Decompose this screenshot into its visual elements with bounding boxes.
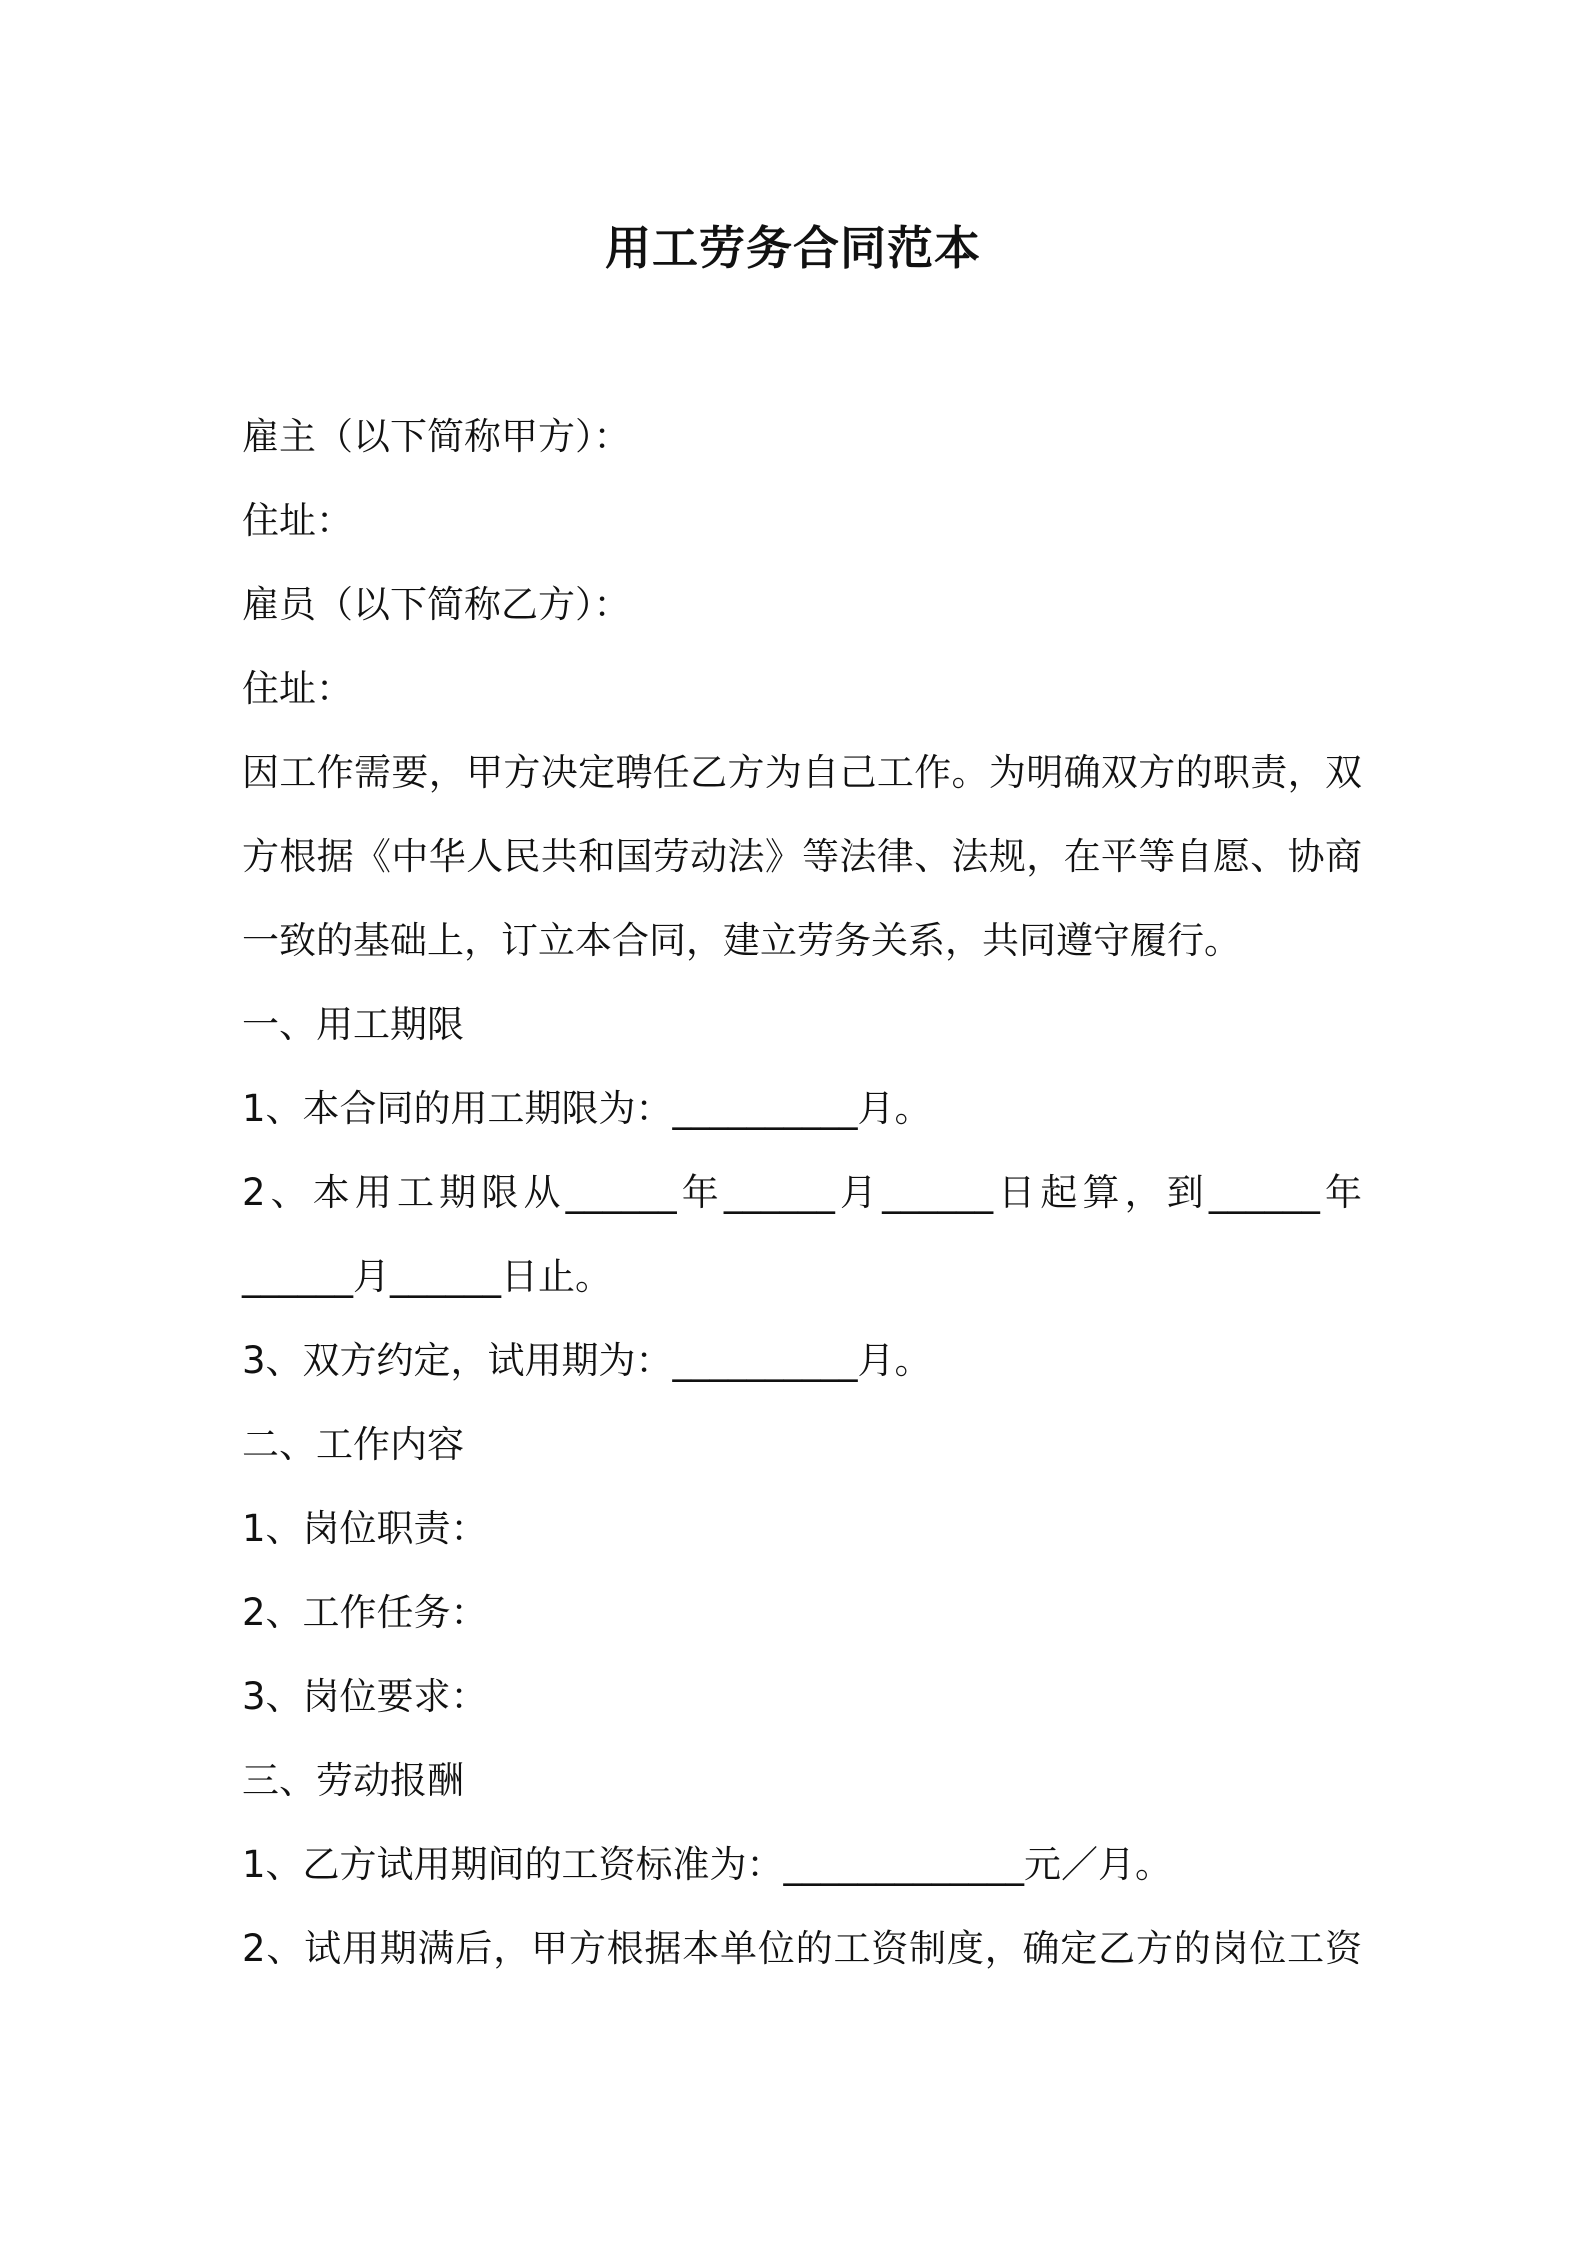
term-clause-2: 2、本用工期限从______年______月______日起算，到______年 xyxy=(242,1171,1362,1214)
document-title: 用工劳务合同范本 xyxy=(605,221,981,275)
preamble-line-3: 一致的基础上，订立本合同，建立劳务关系，共同遵守履行。 xyxy=(242,919,1241,962)
work-clause-2: 2、工作任务： xyxy=(242,1591,488,1634)
term-clause-3: 3、双方约定，试用期为：__________月。 xyxy=(242,1339,932,1382)
term-clause-2-cont: ______月______日止。 xyxy=(242,1255,612,1298)
employer-address-line: 住址： xyxy=(242,499,353,542)
employer-line: 雇主（以下简称甲方）： xyxy=(242,415,631,458)
work-clause-1: 1、岗位职责： xyxy=(242,1507,488,1550)
preamble-line-1: 因工作需要，甲方决定聘任乙方为自己工作。为明确双方的职责，双 xyxy=(242,751,1362,794)
employee-address-line: 住址： xyxy=(242,667,353,710)
term-clause-1: 1、本合同的用工期限为：__________月。 xyxy=(242,1087,932,1130)
pay-clause-2: 2、试用期满后，甲方根据本单位的工资制度，确定乙方的岗位工资 xyxy=(242,1927,1362,1970)
work-clause-3: 3、岗位要求： xyxy=(242,1675,488,1718)
section-heading-term: 一、用工期限 xyxy=(242,1003,464,1046)
preamble-line-2: 方根据《中华人民共和国劳动法》等法律、法规，在平等自愿、协商 xyxy=(242,835,1362,878)
section-heading-work: 二、工作内容 xyxy=(242,1423,464,1466)
employee-line: 雇员（以下简称乙方）： xyxy=(242,583,631,626)
section-heading-pay: 三、劳动报酬 xyxy=(242,1759,464,1802)
pay-clause-1: 1、乙方试用期间的工资标准为：_____________元／月。 xyxy=(242,1843,1173,1886)
